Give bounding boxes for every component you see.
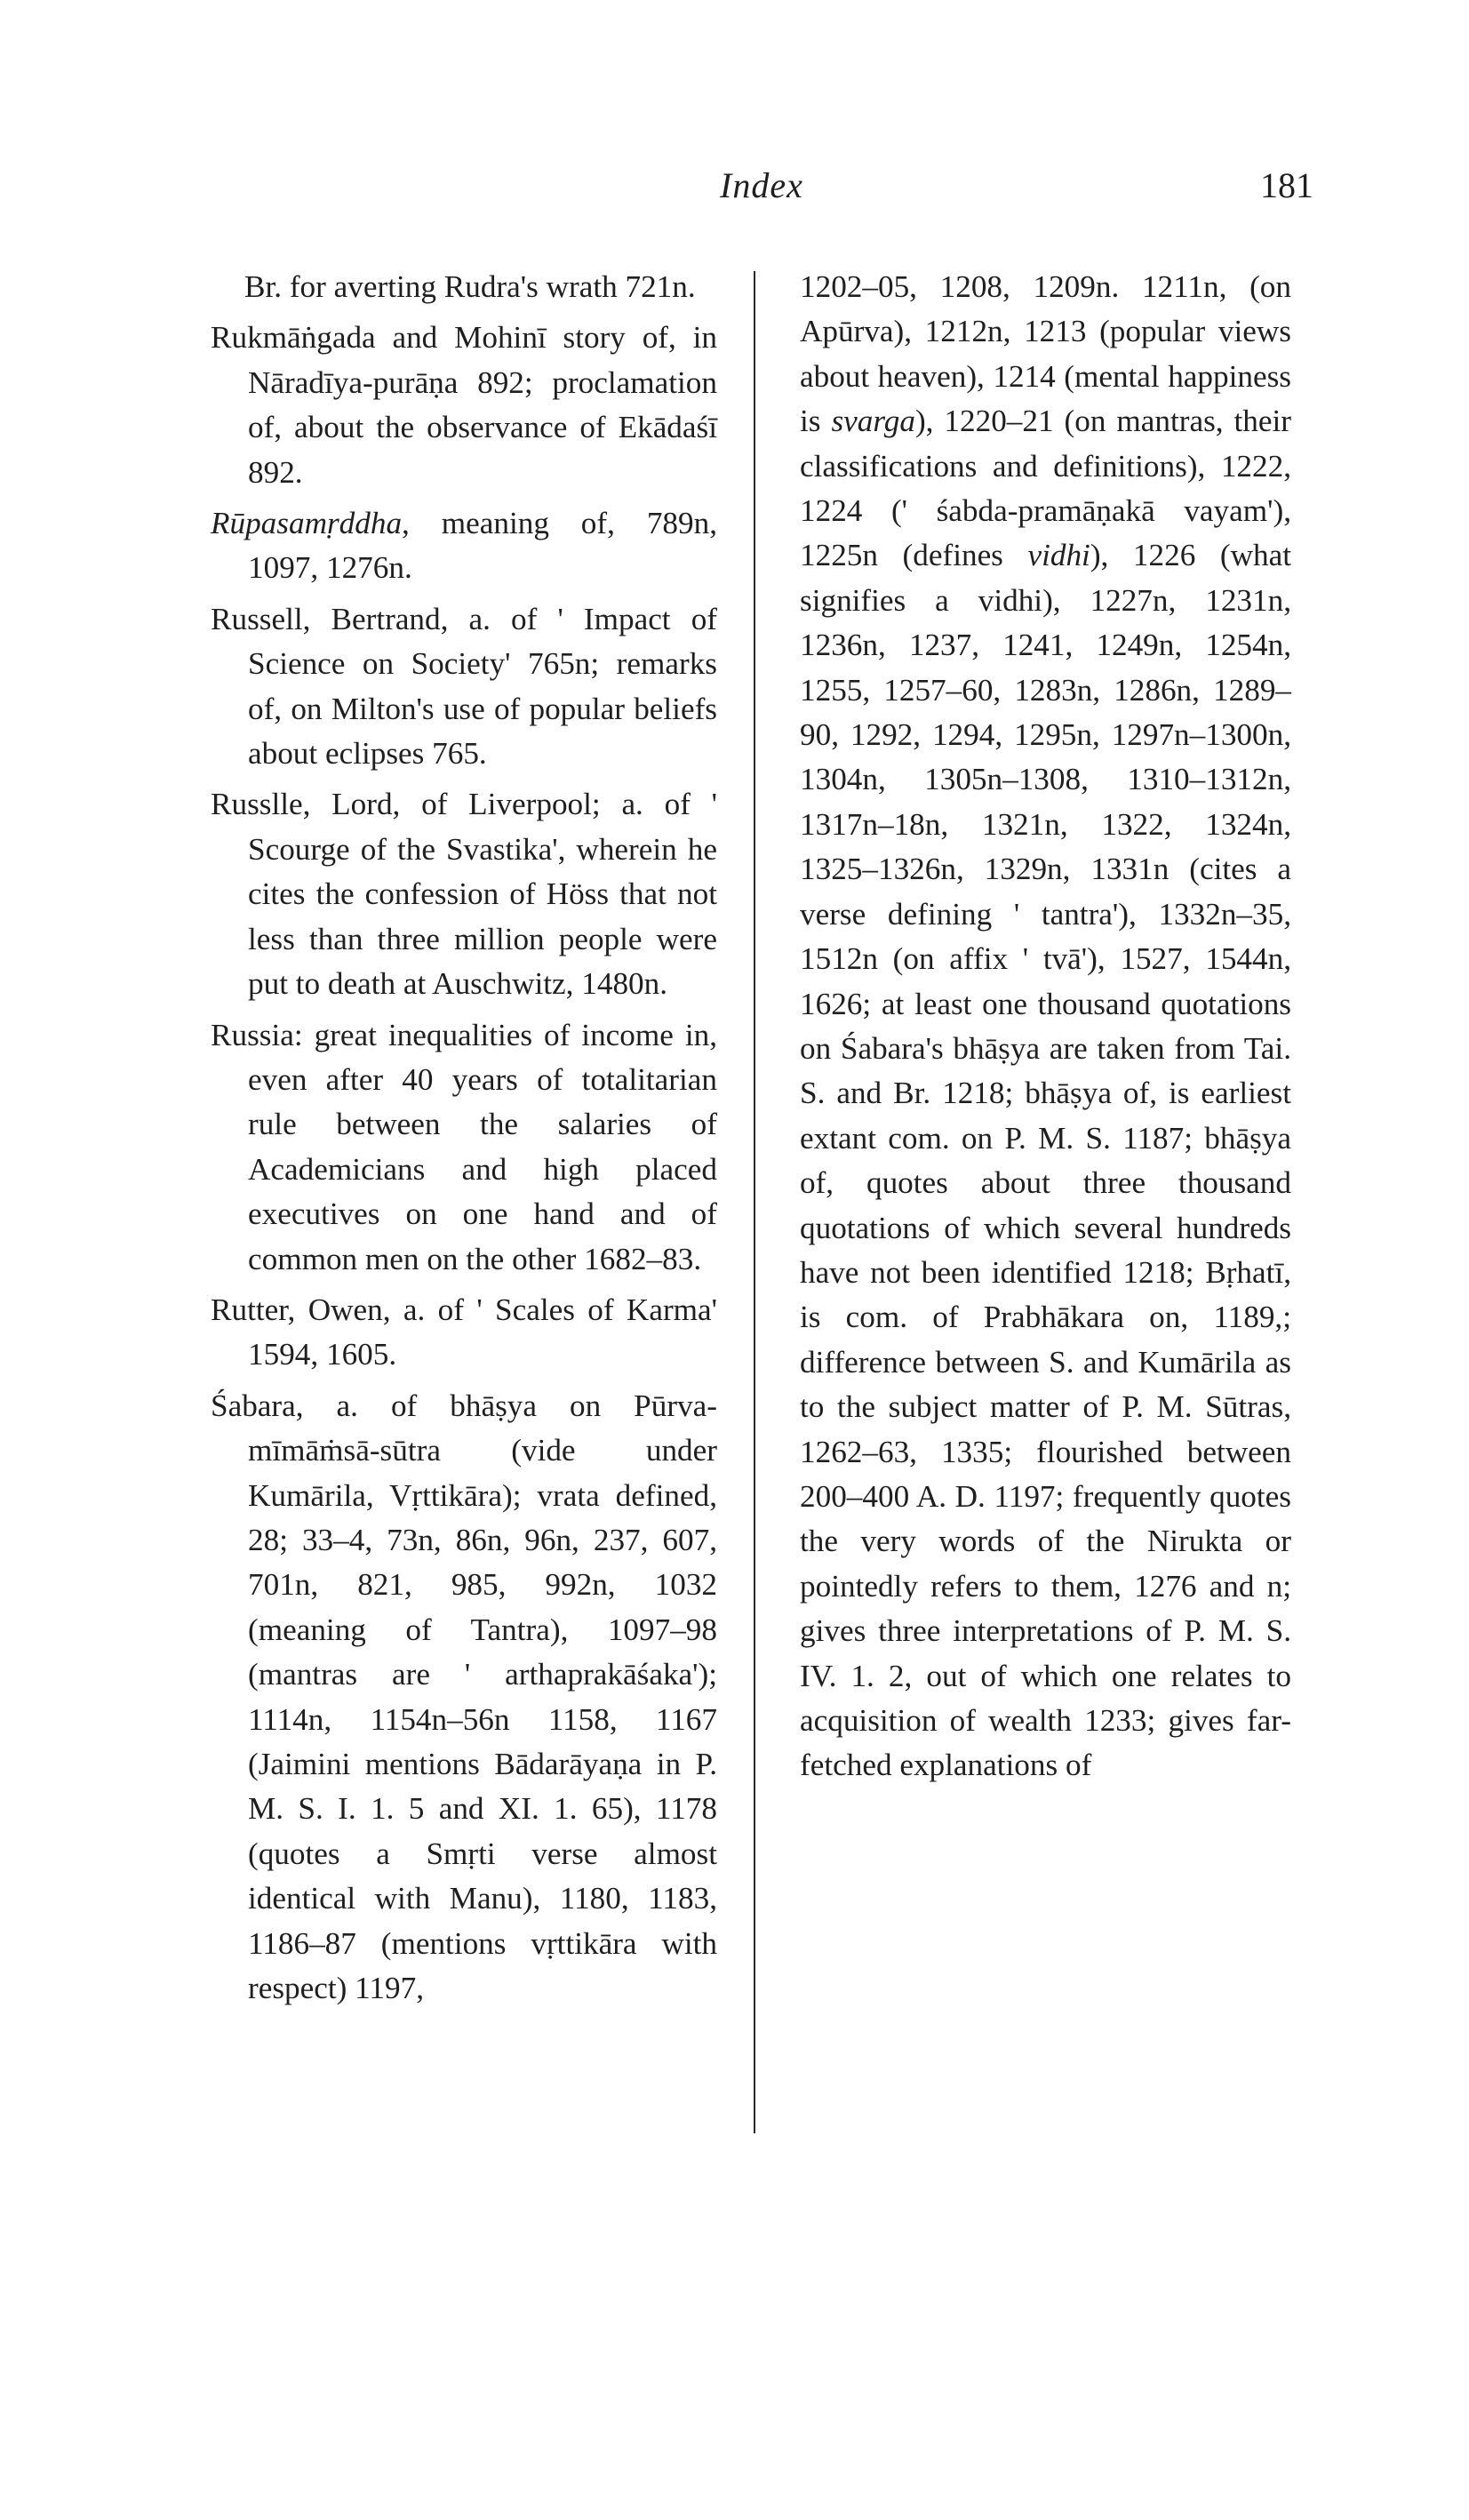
italic-term-svarga: svarga — [831, 404, 915, 439]
running-head — [0, 164, 1469, 218]
index-term-italic: Rūpasamṛddha — [211, 506, 403, 541]
entry-text-part-2: ), 1220–21 (on mantras, their classifications and definitions), 1222, 1224 (' śabda-pramāṇakā vayam'), 1225n (defines — [800, 404, 1292, 573]
left-column — [211, 265, 717, 2017]
index-entry-sabara-continuation — [800, 265, 1291, 1788]
column-divider — [754, 271, 755, 2133]
index-entry-rukmangada: Rukmāṅgada and Mohinī story of, in Nāradīya-purāṇa 892; proclamation of, about the observance of Ekādaśī 892. — [211, 320, 717, 490]
index-entry-text: , meaning of, 789n, 1097, 1276n. — [248, 506, 717, 586]
index-entry-rupasamrddha — [211, 501, 717, 591]
right-column — [800, 265, 1291, 1788]
index-entry-russlle: Russlle, Lord, of Liverpool; a. of ' Scourge of the Svastika', wherein he cites the confession of Höss that not less than three million people were put to death at Auschwitz, 1480n. — [211, 787, 717, 1002]
italic-term-vidhi: vidhi — [1027, 538, 1090, 573]
index-entry-russia: Russia: great inequalities of income in, even after 40 years of totalitarian rule between the salaries of Academicians and high placed executives on one hand and of common men on the other 1682–83. — [211, 1017, 717, 1276]
index-entry-rutter: Rutter, Owen, a. of ' Scales of Karma' 1594, 1605. — [211, 1292, 717, 1372]
entry-text-part-3: ), 1226 (what signifies a vidhi), 1227n, 1231n, 1236n, 1237, 1241, 1249n, 1254n, 1255, 1257–60, 1283n, 1286n, 1289–90, 1292, 1294, 1295n, 1297n–1300n, 1304n, 1305n–1308, 1310–1312n, 1317n–18n, 1321n, 1322, 1324n, 1325–1326n, 1329n, 1331n (cites a verse defining ' tantra'), 1332n–35, 1512n (on affix ' tvā'), 1527, 1544n, 1626; at least one thousand quotations on Śabara's bhāṣya are taken from Tai. S. and Br. 1218; bhāṣya of, is earliest extant com. on P. M. S. 1187; bhāṣya of, quotes about three thousand quotations of which several hundreds have not been identified 1218; Bṛhatī, is com. of Prabhākara on, 1189,; difference between S. and Kumārila as to the subject matter of P. M. Sūtras, 1262–63, 1335; flourished between 200–400 A. D. 1197; frequently quotes the very words of the Nirukta or pointedly refers to them, 1276 and n; gives three interpretations of P. M. S. IV. 1. 2, out of which one relates to acquisition of wealth 1233; gives far-fetched explanations of — [800, 538, 1291, 1783]
entry-text-part-1: 1202–05, 1208, 1209n. 1211n, (on Apūrva), 1212n, 1213 (popular views about heaven), 1214 (mental happiness is — [800, 269, 1291, 439]
page-title: Index — [720, 165, 803, 205]
index-entry-br-continuation: Br. for averting Rudra's wrath 721n. — [244, 269, 696, 304]
page-number: 181 — [1260, 165, 1313, 205]
index-entry-russell: Russell, Bertrand, a. of ' Impact of Science on Society' 765n; remarks of, on Milton's use of popular beliefs about eclipses 765. — [211, 601, 717, 772]
index-entry-sabara: Śabara, a. of bhāṣya on Pūrva-mīmāṁsā-sūtra (vide under Kumārila, Vṛttikāra); vrata defined, 28; 33–4, 73n, 86n, 96n, 237, 607, 701n, 821, 985, 992n, 1032 (meaning of Tantra), 1097–98 (mantras are ' arthaprakāśaka'); 1114n, 1154n–56n 1158, 1167 (Jaimini mentions Bādarāyaṇa in P. M. S. I. 1. 5 and XI. 1. 65), 1178 (quotes a Smṛti verse almost identical with Manu), 1180, 1183, 1186–87 (mentions vṛttikāra with respect) 1197, — [211, 1388, 717, 2006]
